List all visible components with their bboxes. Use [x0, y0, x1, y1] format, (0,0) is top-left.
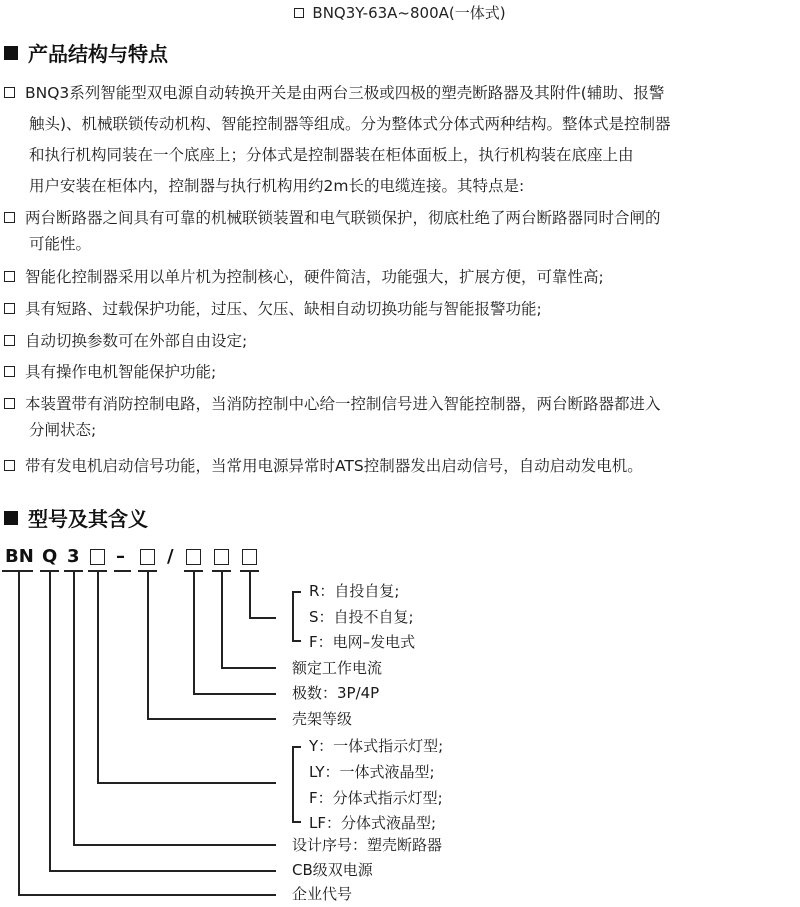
connector-line	[73, 570, 75, 845]
feature-text: 两台断路器之间具有可靠的机械联锁装置和电气联锁保护，彻底杜绝了两台断路器同时合闸的	[25, 209, 661, 227]
feature-item	[4, 264, 800, 290]
model-range-text: BNQ3Y-63A~800A(一体式)	[312, 4, 506, 22]
connector-line	[249, 617, 276, 619]
code-box-mode	[242, 549, 257, 565]
bracket-line	[292, 640, 301, 642]
checkbox-icon	[4, 335, 15, 346]
bracket-line	[292, 821, 301, 823]
section-title: 产品结构与特点	[28, 42, 168, 66]
bracket-line	[292, 591, 301, 593]
feature-item	[4, 328, 800, 354]
intro-line: 用户安装在柜体内，控制器与执行机构用约2m长的电缆连接。其特点是:	[29, 177, 525, 195]
code-dash: –	[116, 546, 125, 567]
feature-text: 带有发电机启动信号功能，当常用电源异常时ATS控制器发出启动信号，自动启动发电机。	[25, 457, 643, 475]
bracket-line	[292, 746, 301, 748]
checkbox-icon	[4, 271, 15, 282]
connector-line	[18, 894, 276, 896]
checkbox-icon	[4, 212, 15, 223]
connector-line	[73, 844, 276, 846]
feature-item	[4, 453, 800, 479]
connector-line	[221, 667, 276, 669]
feature-text: 具有短路、过载保护功能，过压、欠压、缺相自动切换功能与智能报警功能;	[25, 300, 542, 318]
checkbox-icon	[294, 8, 304, 18]
label-f: F：电网–发电式	[309, 633, 416, 651]
label-s: S：自投不自复;	[309, 608, 414, 626]
label-y: Y：一体式指示灯型;	[309, 737, 444, 755]
checkbox-icon	[4, 460, 15, 471]
checkbox-icon	[4, 366, 15, 377]
square-bullet-icon	[4, 511, 18, 525]
bracket-line	[292, 746, 294, 822]
code-3: 3	[67, 546, 80, 567]
label-rated-current: 额定工作电流	[292, 659, 383, 677]
connector-line	[97, 570, 99, 783]
feature-text: 智能化控制器采用以单片机为控制核心，硬件简洁，功能强大，扩展方便，可靠性高;	[25, 268, 604, 286]
code-box-current-class	[140, 549, 155, 565]
section-heading-model	[4, 503, 148, 532]
connector-line	[18, 570, 20, 895]
code-box-frame	[90, 549, 105, 565]
code-slash: /	[167, 546, 174, 567]
label-cb-class: CB级双电源	[292, 861, 373, 879]
checkbox-icon	[4, 398, 15, 409]
square-bullet-icon	[4, 46, 18, 60]
connector-line	[49, 570, 51, 871]
connector-line	[193, 570, 195, 694]
connector-line	[147, 718, 276, 720]
label-company-code: 企业代号	[292, 885, 353, 903]
code-box-poles	[186, 549, 201, 565]
code-box-rated-current	[214, 549, 229, 565]
intro-paragraph	[4, 80, 800, 199]
connector-line	[221, 570, 223, 668]
checkbox-icon	[4, 87, 15, 98]
feature-item	[4, 296, 800, 322]
connector-line	[97, 782, 276, 784]
feature-text: 本装置带有消防控制电路，当消防控制中心给一控制信号进入智能控制器，两台断路器都进入	[25, 395, 661, 413]
label-ly: LY：一体式液晶型;	[309, 763, 435, 781]
connector-line	[49, 870, 276, 872]
connector-line	[147, 570, 149, 719]
feature-text: 可能性。	[29, 235, 92, 253]
label-lf: LF：分体式液晶型;	[309, 814, 437, 832]
feature-text: 分闸状态;	[29, 421, 97, 439]
feature-item	[4, 205, 800, 257]
intro-line: BNQ3系列智能型双电源自动转换开关是由两台三极或四极的塑壳断路器及其附件(辅助、报警	[25, 84, 665, 102]
label-f2: F：分体式指示灯型;	[309, 789, 443, 807]
label-r: R：自投自复;	[309, 582, 400, 600]
connector-line	[193, 693, 276, 695]
feature-text: 具有操作电机智能保护功能;	[25, 363, 217, 381]
label-poles: 极数：3P/4P	[292, 684, 380, 702]
intro-line: 和执行机构同装在一个底座上；分体式是控制器装在柜体面板上，执行机构装在底座上由	[29, 146, 634, 164]
label-design-serial: 设计序号：塑壳断路器	[292, 836, 443, 854]
checkbox-icon	[4, 303, 15, 314]
connector-line	[249, 570, 251, 618]
feature-item	[4, 359, 800, 385]
underline	[114, 570, 131, 572]
section-title: 型号及其含义	[28, 507, 148, 531]
label-frame: 壳架等级	[292, 710, 353, 728]
model-range-line	[0, 2, 800, 23]
section-heading-structure	[4, 38, 168, 67]
intro-line: 触头)、机械联锁传动机构、智能控制器等组成。分为整体式分体式两种结构。整体式是控制器	[29, 115, 671, 133]
code-bn: BN	[5, 546, 34, 567]
feature-text: 自动切换参数可在外部自由设定;	[25, 332, 248, 350]
code-q: Q	[42, 546, 58, 567]
bracket-line	[292, 591, 294, 641]
feature-item	[4, 391, 800, 443]
